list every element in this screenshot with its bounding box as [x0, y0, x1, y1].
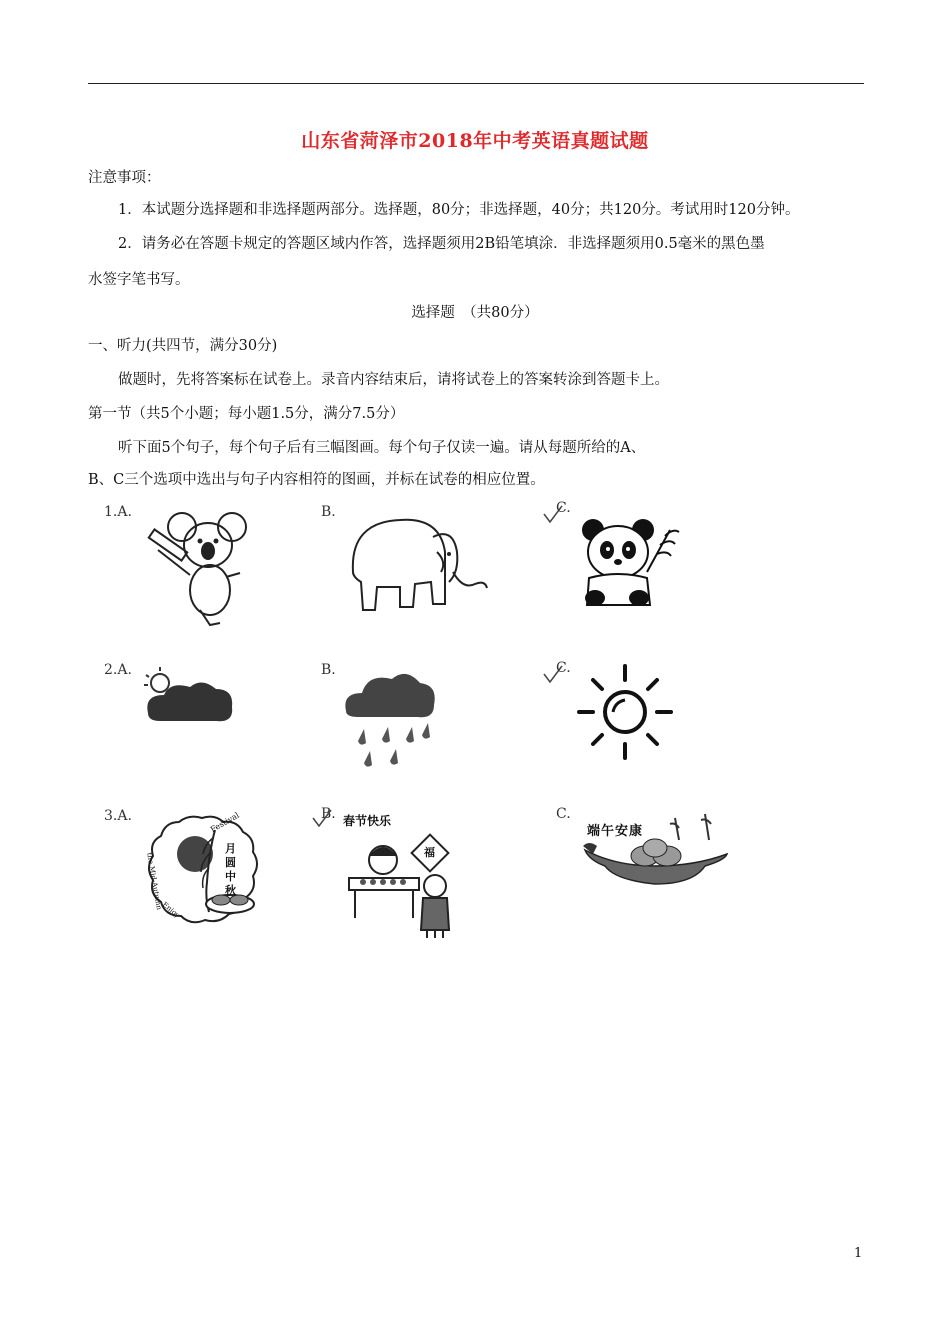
mid-autumn-picture[interactable]: [145, 812, 260, 927]
enjoy-text: Enjoy: [160, 900, 182, 920]
sunny-picture[interactable]: [575, 662, 675, 762]
mid-autumn-text: the Mid-Autumn: [145, 852, 164, 911]
notice-item-2: 2．请务必在答题卡规定的答题区域内作答，选择题须用2B铅笔填涂．非选择题须用0.5毫米的黑色墨: [118, 236, 765, 252]
notice-item-1: 1．本试题分选择题和非选择题两部分。选择题，80分；非选择题，40分；共120分。考试用时120分钟。: [118, 202, 800, 218]
dragon-boat-illustration: [575, 810, 735, 895]
moon-char-yue: 月: [225, 842, 236, 855]
cloudy-picture[interactable]: [140, 665, 240, 735]
question-1-option-b-label[interactable]: B.: [321, 504, 336, 520]
notice-item-2-continued: 水签字笔书写。: [88, 272, 190, 288]
question-1-option-a-label[interactable]: 1.A.: [104, 504, 132, 520]
koala-picture[interactable]: [140, 505, 250, 630]
moon-char-zhong: 中: [225, 870, 236, 883]
question-3-option-b-label[interactable]: B.: [321, 806, 336, 822]
dragon-boat-greeting: 端午安康: [587, 824, 644, 839]
question-2-option-c-label[interactable]: C.: [548, 660, 563, 676]
header-rule: [88, 83, 864, 84]
section1-instruction-continued: B、C三个选项中选出与句子内容相符的图画，并标在试卷的相应位置。: [88, 472, 545, 488]
question-3-option-c-label[interactable]: C.: [556, 806, 571, 822]
part1-instruction: 做题时，先将答案标在试卷上。录音内容结束后，请将试卷上的答案转涂到答题卡上。: [118, 372, 669, 388]
notice-heading: 注意事项：: [88, 170, 161, 186]
question-2-option-a-label[interactable]: 2.A.: [104, 662, 132, 678]
spring-festival-illustration: [335, 812, 470, 942]
moon-char-yuan: 圆: [225, 856, 236, 869]
moon-char-qiu: 秋: [225, 884, 236, 897]
question-2-option-b-label[interactable]: B.: [321, 662, 336, 678]
spring-festival-greeting: 春节快乐: [343, 814, 392, 828]
mid-autumn-illustration: [145, 812, 260, 927]
rainy-picture[interactable]: [340, 665, 440, 773]
fu-character: 福: [424, 846, 435, 859]
spring-festival-picture[interactable]: [335, 812, 470, 942]
question-3-option-a-label[interactable]: 3.A.: [104, 808, 132, 824]
page-number: 1: [854, 1246, 863, 1261]
festival-text: Festival: [208, 810, 241, 835]
page-title: 山东省菏泽市2018年中考英语真题试题: [301, 130, 649, 152]
dragon-boat-picture[interactable]: [575, 810, 735, 895]
part1-heading: 一、听力(共四节，满分30分): [88, 338, 278, 354]
question-1-option-c-label[interactable]: C.: [548, 500, 563, 516]
panda-picture[interactable]: [575, 510, 690, 610]
checkmark-icon: [311, 810, 333, 832]
section-heading: 选择题 （共80分）: [411, 305, 539, 321]
section1-instruction: 听下面5个句子，每个句子后有三幅图画。每个句子仅读一遍。请从每题所给的A、: [118, 440, 646, 456]
elephant-picture[interactable]: [345, 512, 495, 617]
section1-heading: 第一节（共5个小题；每小题1.5分，满分7.5分）: [88, 406, 405, 422]
